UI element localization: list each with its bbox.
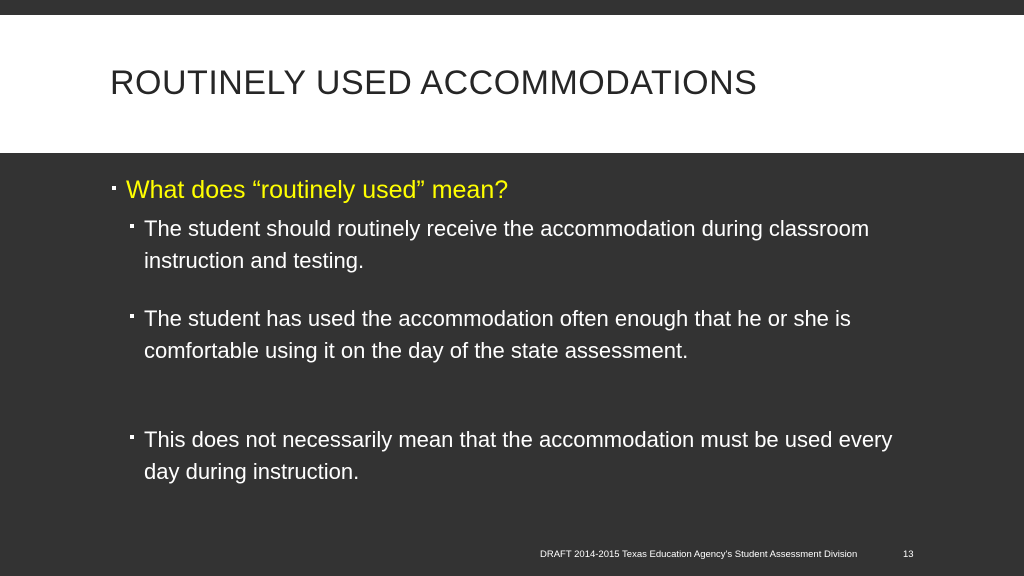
sub-bullet-text: This does not necessarily mean that the accommodation must be used every day during instruction. bbox=[144, 427, 893, 484]
square-bullet-icon bbox=[112, 186, 116, 190]
page-number: 13 bbox=[903, 549, 914, 560]
sub-bullet-text: The student should routinely receive the accommodation during classroom instruction and testing. bbox=[144, 216, 870, 273]
square-bullet-icon bbox=[130, 224, 134, 228]
square-bullet-icon bbox=[130, 314, 134, 318]
square-bullet-icon bbox=[130, 435, 134, 439]
main-bullet-text: What does “routinely used” mean? bbox=[126, 176, 509, 204]
sub-bullet-2 bbox=[130, 303, 914, 367]
sub-bullet-3 bbox=[130, 424, 914, 488]
sub-bullet-1 bbox=[130, 213, 914, 277]
slide-title: ROUTINELY USED ACCOMMODATIONS bbox=[110, 64, 758, 102]
footer-text: DRAFT 2014-2015 Texas Education Agency's Student Assessment Division bbox=[540, 549, 858, 560]
sub-bullet-text: The student has used the accommodation often enough that he or she is comfortable using it on the day of the state assessment. bbox=[144, 306, 851, 363]
main-bullet bbox=[112, 174, 508, 206]
